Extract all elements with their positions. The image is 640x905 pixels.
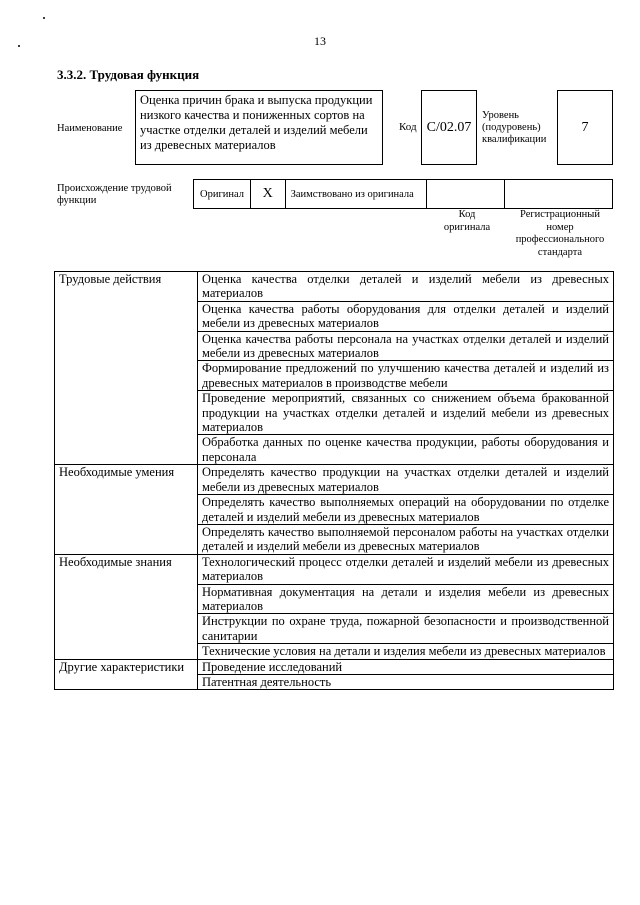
origin-label: Происхождение трудовой функции	[57, 183, 172, 206]
category-required-skills: Необходимые умения	[55, 465, 198, 554]
table-row	[55, 659, 614, 674]
qualification-level-box: 7	[557, 90, 613, 165]
category-required-knowledge: Необходимые знания	[55, 554, 198, 659]
table-cell: Патентная деятельность	[198, 674, 614, 689]
function-name-box: Оценка причин брака и выпуска продукции низкого качества и пониженных сортов на участке отделки деталей и изделий мебели из древесных материалов	[135, 90, 383, 165]
original-code-caption: Код оригинала	[443, 209, 491, 233]
code-label: Код	[399, 121, 417, 133]
table-row	[55, 554, 614, 584]
table-cell: Технические условия на детали и изделия мебели из древесных материалов	[198, 644, 614, 659]
registration-number-caption: Регистрационный номер профессионального стандарта	[515, 209, 605, 258]
section-title: 3.3.2. Трудовая функция	[57, 67, 200, 82]
table-row	[55, 465, 614, 495]
table-cell: Проведение мероприятий, связанных со снижением объема бракованной продукции на участках отделки деталей и изделий мебели из древесных материалов	[198, 391, 614, 435]
function-code-box: С/02.07	[421, 90, 477, 165]
table-cell: Определять качество продукции на участках отделки деталей и изделий мебели из древесных материалов	[198, 465, 614, 495]
category-other-characteristics: Другие характеристики	[55, 659, 198, 690]
table-cell: Оценка качества отделки деталей и изделий мебели из древесных материалов	[198, 272, 614, 302]
category-labor-actions: Трудовые действия	[55, 272, 198, 465]
level-label: Уровень (подуровень) квалификации	[482, 110, 547, 145]
scan-speck	[43, 17, 45, 19]
table-cell: Обработка данных по оценке качества продукции, работы оборудования и персонала	[198, 435, 614, 465]
table-cell: Оценка качества работы оборудования для отделки деталей и изделий мебели из древесных материалов	[198, 301, 614, 331]
table-cell: Проведение исследований	[198, 659, 614, 674]
page-number: 13	[314, 34, 326, 48]
function-details-table	[54, 271, 614, 690]
origin-table	[193, 179, 613, 209]
table-row	[55, 272, 614, 302]
original-cell: Оригинал	[194, 180, 251, 208]
original-code-cell	[427, 180, 505, 208]
registration-number-cell	[505, 180, 612, 208]
name-label: Наименование	[57, 123, 123, 134]
borrowed-cell: Заимствовано из оригинала	[286, 180, 427, 208]
table-cell: Инструкции по охране труда, пожарной безопасности и производственной санитарии	[198, 614, 614, 644]
original-mark-cell: X	[251, 180, 286, 208]
table-cell: Технологический процесс отделки деталей и изделий мебели из древесных материалов	[198, 554, 614, 584]
table-cell: Нормативная документация на детали и изделия мебели из древесных материалов	[198, 584, 614, 614]
table-cell: Оценка качества работы персонала на участках отделки деталей и изделий мебели из древесных материалов	[198, 331, 614, 361]
table-cell: Определять качество выполняемых операций на оборудовании по отделке деталей и изделий мебели из древесных материалов	[198, 495, 614, 525]
table-cell: Формирование предложений по улучшению качества деталей и изделий из древесных материалов в производстве мебели	[198, 361, 614, 391]
table-cell: Определять качество выполняемой персоналом работы на участках отделки деталей и изделий мебели из древесных материалов	[198, 524, 614, 554]
